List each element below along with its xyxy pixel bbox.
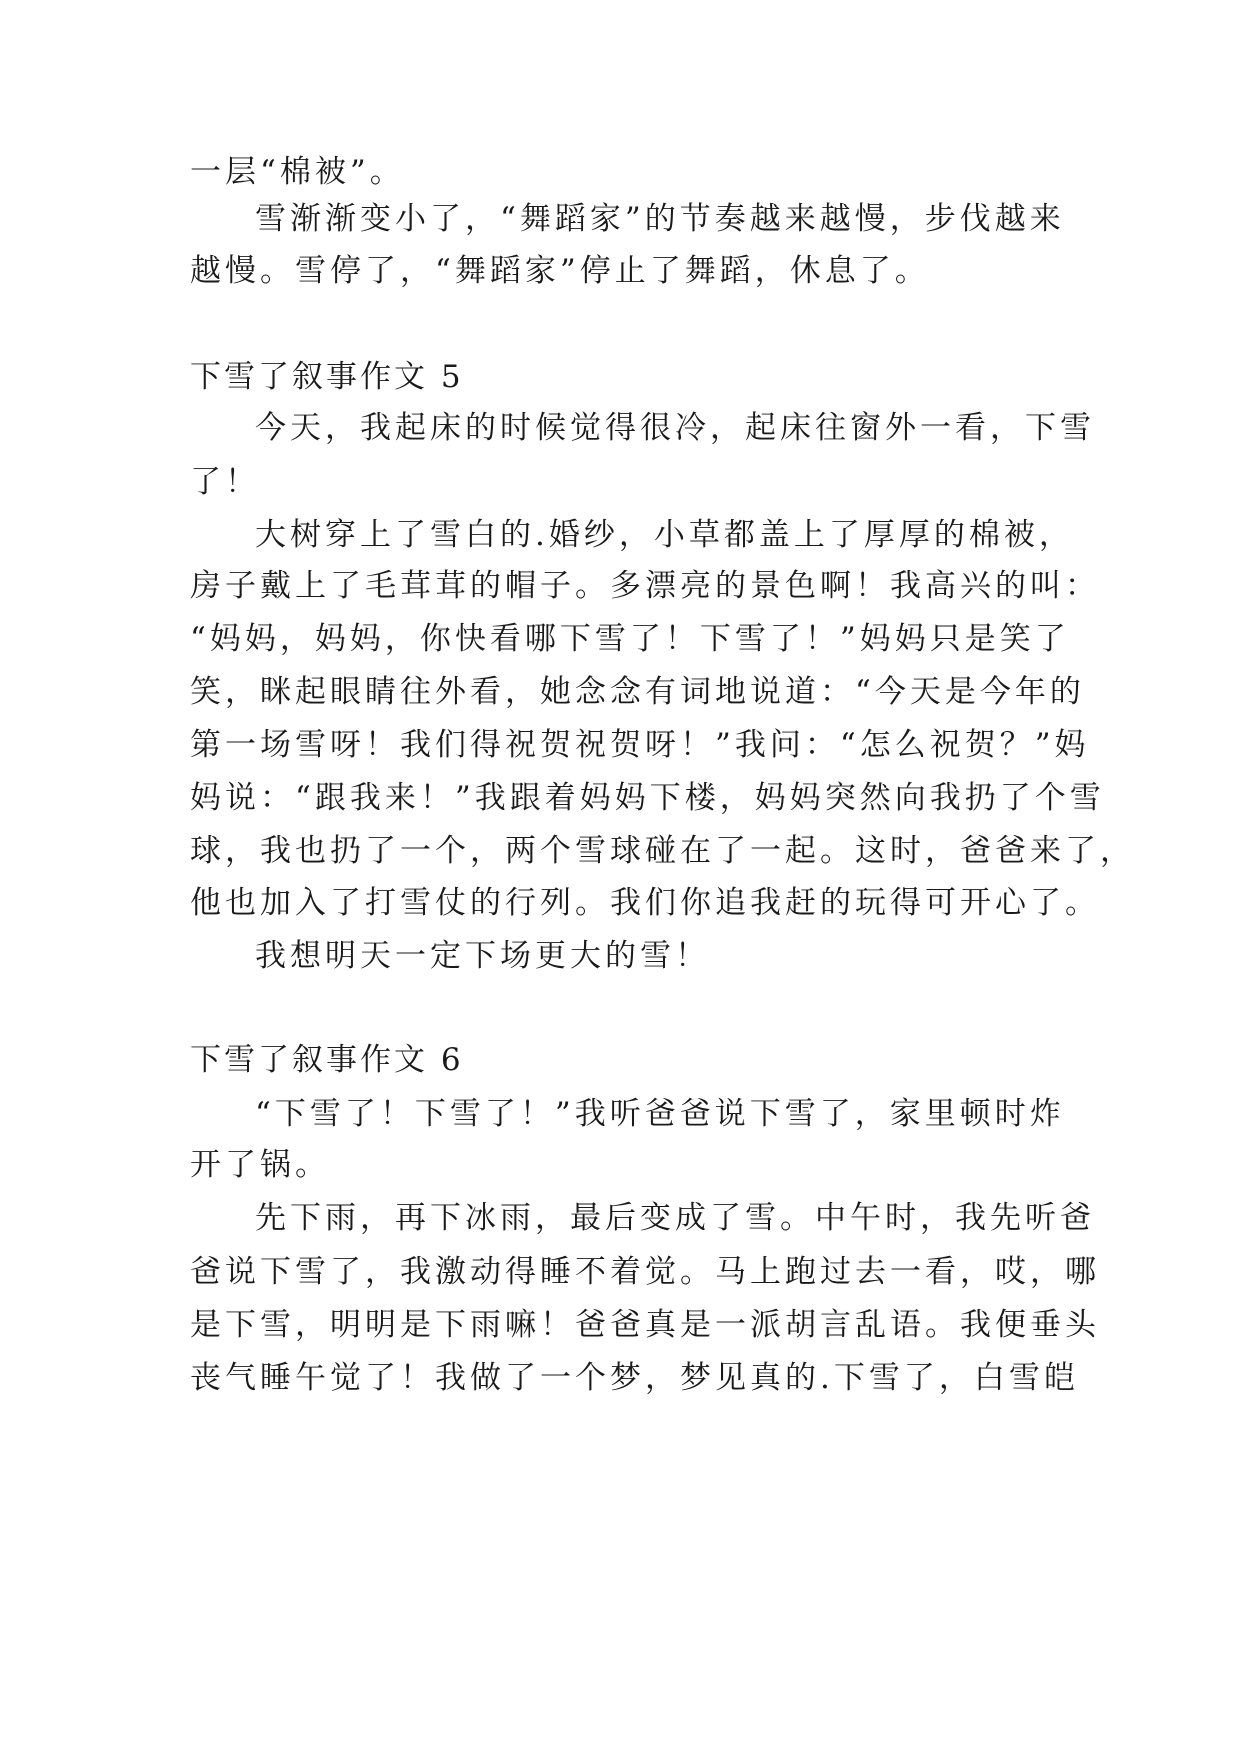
paragraph-line: 大树穿上了雪白的.婚纱，小草都盖上了厚厚的棉被， <box>255 517 1074 553</box>
paragraph-line: “下雪了！下雪了！”我听爸爸说下雪了，家里顿时炸 <box>255 1096 1065 1132</box>
paragraph-line: 房子戴上了毛茸茸的帽子。多漂亮的景色啊！我高兴的叫： <box>190 568 1100 604</box>
paragraph-line: 一层“棉被”。 <box>190 154 405 190</box>
paragraph-line: 球，我也扔了一个，两个雪球碰在了一起。这时，爸爸来了， <box>190 833 1135 869</box>
paragraph-line: 今天，我起床的时候觉得很冷，起床往窗外一看，下雪 <box>255 410 1095 446</box>
paragraph-line: 笑，眯起眼睛往外看，她念念有词地说道：“今天是今年的 <box>190 674 1085 710</box>
paragraph-line: 了！ <box>190 464 260 500</box>
paragraph-line: 他也加入了打雪仗的行列。我们你追我赶的玩得可开心了。 <box>190 885 1100 921</box>
paragraph-line: 开了锅。 <box>190 1147 330 1183</box>
paragraph-line: 爸说下雪了，我激动得睡不着觉。马上跑过去一看，哎，哪 <box>190 1254 1100 1290</box>
paragraph-line: “妈妈，妈妈，你快看哪下雪了！下雪了！”妈妈只是笑了 <box>190 621 1070 657</box>
paragraph-line: 是下雪，明明是下雨嘛！爸爸真是一派胡言乱语。我便垂头 <box>190 1307 1100 1343</box>
section-heading: 下雪了叙事作文 6 <box>190 1042 464 1078</box>
paragraph-line: 我想明天一定下场更大的雪！ <box>255 938 710 974</box>
paragraph-line: 丧气睡午觉了！我做了一个梦，梦见真的.下雪了，白雪皑 <box>190 1360 1079 1396</box>
section-heading: 下雪了叙事作文 5 <box>190 359 464 395</box>
paragraph-line: 妈说：“跟我来！”我跟着妈妈下楼，妈妈突然向我扔了个雪 <box>190 780 1105 816</box>
paragraph-line: 先下雨，再下冰雨，最后变成了雪。中午时，我先听爸 <box>255 1200 1095 1236</box>
paragraph-line: 越慢。雪停了，“舞蹈家”停止了舞蹈，休息了。 <box>190 253 930 289</box>
paragraph-line: 第一场雪呀！我们得祝贺祝贺呀！”我问：“怎么祝贺？”妈 <box>190 727 1090 763</box>
paragraph-line: 雪渐渐变小了，“舞蹈家”的节奏越来越慢，步伐越来 <box>255 201 1065 237</box>
